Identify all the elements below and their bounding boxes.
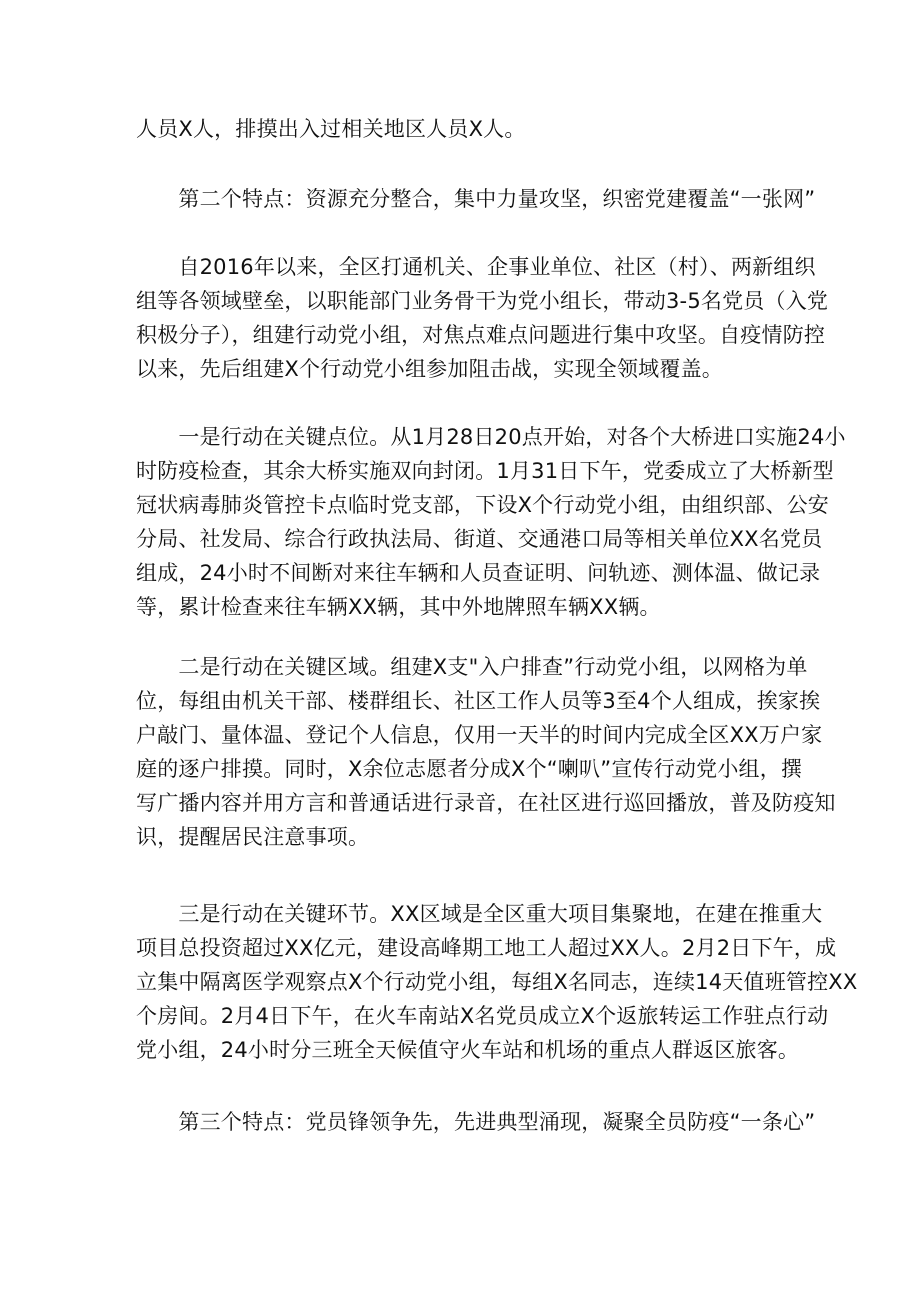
paragraph-key-links	[136, 897, 858, 1067]
text-line: 以来，先后组建X个行动党小组参加阻击战，实现全领域覆盖。	[136, 357, 723, 381]
heading-line: 第二个特点：资源充分整合，集中力量攻坚，织密党建覆盖“一张网”	[136, 187, 816, 211]
text-line: 时防疫检查，其余大桥实施双向封闭。1月31日下午，党委成立了大桥新型	[136, 459, 834, 483]
text-line: 项目总投资超过XX亿元，建设高峰期工地工人超过XX人。2月2日下午，成	[136, 936, 837, 960]
section-heading-2	[136, 182, 816, 216]
section-heading-3	[136, 1105, 816, 1139]
text-line: 党小组，24小时分三班全天候值守火车站和机场的重点人群返区旅客。	[136, 1038, 800, 1062]
paragraph-continuation	[136, 112, 786, 146]
heading-line: 第三个特点：党员锋领争先，先进典型涌现，凝聚全员防疫“一条心”	[136, 1110, 816, 1134]
text-line: 组等各领域壁垒，以职能部门业务骨干为党小组长，带动3-5名党员（入党	[136, 289, 829, 313]
text-line: 个房间。2月4日下午，在火车南站X名党员成立X个返旅转运工作驻点行动	[136, 1004, 829, 1028]
text-line: 积极分子），组建行动党小组，对焦点难点问题进行集中攻坚。自疫情防控	[136, 323, 826, 347]
paragraph-overview	[136, 250, 829, 386]
text-line: 等，累计检查来往车辆XX辆，其中外地牌照车辆XX辆。	[136, 595, 661, 619]
text-line: 人员X人，排摸出入过相关地区人员X人。	[136, 117, 526, 141]
text-line: 冠状病毒肺炎管控卡点临时党支部，下设X个行动党小组，由组织部、公安	[136, 493, 829, 517]
text-line: 写广播内容并用方言和普通话进行录音，在社区进行巡回播放，普及防疫知	[136, 791, 836, 815]
text-line: 分局、社发局、综合行政执法局、街道、交通港口局等相关单位XX名党员	[136, 527, 823, 551]
text-line: 一是行动在关键点位。从1月28日20点开始，对各个大桥进口实施24小	[136, 425, 846, 449]
paragraph-key-points	[136, 420, 846, 624]
text-line: 户敲门、量体温、登记个人信息，仅用一天半的时间内完成全区XX万户家	[136, 723, 823, 747]
text-line: 二是行动在关键区域。组建X支"入户排查”行动党小组，以网格为单	[136, 655, 808, 679]
text-line: 组成，24小时不间断对来往车辆和人员查证明、问轨迹、测体温、做记录	[136, 561, 821, 585]
text-line: 位，每组由机关干部、楼群组长、社区工作人员等3至4个人组成，挨家挨	[136, 689, 821, 713]
text-line: 自2016年以来，全区打通机关、企事业单位、社区（村）、两新组织	[136, 255, 816, 279]
text-line: 立集中隔离医学观察点X个行动党小组，每组X名同志，连续14天值班管控XX	[136, 970, 858, 994]
text-line: 识，提醒居民注意事项。	[136, 825, 370, 849]
text-line: 三是行动在关键环节。XX区域是全区重大项目集聚地，在建在推重大	[136, 902, 823, 926]
paragraph-key-areas	[136, 650, 836, 854]
text-line: 庭的逐户排摸。同时，X余位志愿者分成X个“喇叭”宣传行动党小组，撰	[136, 757, 803, 781]
